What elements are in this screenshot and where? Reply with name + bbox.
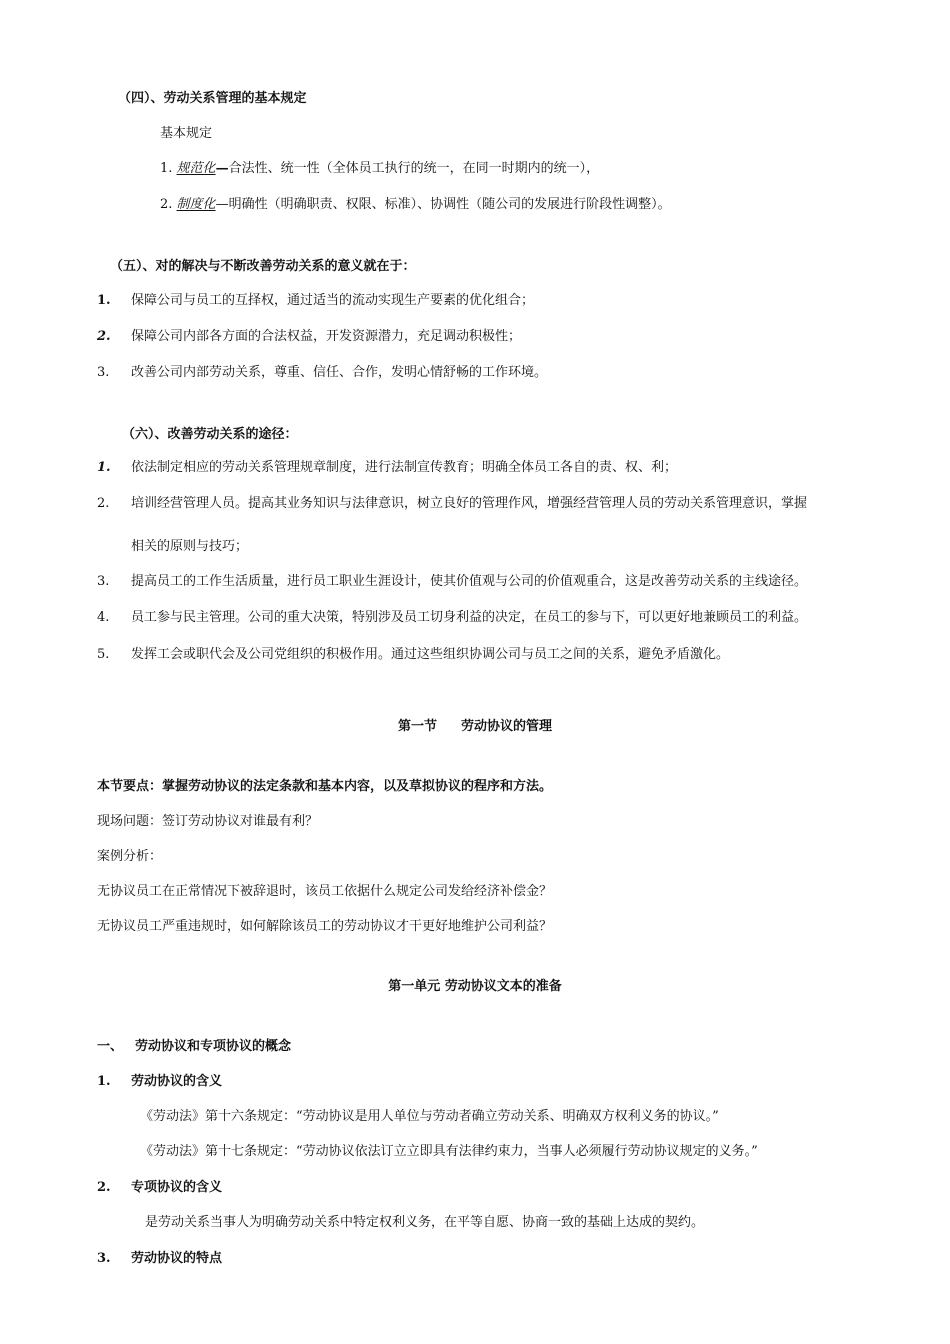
law-article-17: 《劳动法》第十七条规定：“劳动协议依法订立立即具有法律约束力，当事人必须履行劳动协议规定的义务。” xyxy=(140,1144,758,1159)
section-title-number: 第一节 xyxy=(397,719,437,734)
term-standardization: 规范化 xyxy=(176,161,216,176)
list-number: 2. xyxy=(97,496,110,511)
item-number: 1. xyxy=(160,161,173,176)
list-item: 培训经营管理人员。提高其业务知识与法律意识，树立良好的管理作风，增强经营管理人员的劳动关系管理意识，掌握 xyxy=(131,496,808,511)
section-title-text: 劳动协议的管理 xyxy=(461,719,553,734)
list-number: 3. xyxy=(97,365,110,380)
section-title xyxy=(0,720,950,733)
key-points: 本节要点：掌握劳动协议的法定条款和基本内容，以及草拟协议的程序和方法。 xyxy=(97,779,553,794)
list-item-continuation: 相关的原则与技巧； xyxy=(131,539,249,554)
case-question-2: 无协议员工严重违规时，如何解除该员工的劳动协议才干更好地维护公司利益？ xyxy=(97,919,553,934)
case-question-1: 无协议员工在正常情况下被辞退时，该员工依据什么规定公司发给经济补偿金？ xyxy=(97,884,553,899)
list-item: 员工参与民主管理。公司的重大决策，特别涉及员工切身利益的决定，在员工的参与下，可以更好地兼顾员工的利益。 xyxy=(131,610,808,625)
em-dash: — xyxy=(215,197,229,212)
list-number: 2. xyxy=(97,329,111,344)
section-4-subheading: 基本规定 xyxy=(160,126,213,141)
section-4-heading: （四）、劳动关系管理的基本规定 xyxy=(118,91,307,106)
law-article-16: 《劳动法》第十六条规定：“劳动协议是用人单位与劳动者确立劳动关系、明确双方权利义务的协议。” xyxy=(140,1109,719,1124)
em-dash: — xyxy=(215,161,229,176)
section-4-item-2 xyxy=(160,198,671,211)
item-text: 合法性、统一性（全体员工执行的统一，在同一时期内的统一）， xyxy=(228,161,600,176)
part-heading: 劳动协议和专项协议的概念 xyxy=(135,1039,292,1054)
term-institutionalization: 制度化 xyxy=(176,197,216,212)
section-5-heading: （五）、对的解决与不断改善劳动关系的意义就在于： xyxy=(110,259,416,274)
list-item: 保障公司内部各方面的合法权益，开发资源潜力，充足调动积极性； xyxy=(131,329,522,344)
section-6-heading: （六）、改善劳动关系的途径： xyxy=(122,427,298,442)
subheading: 专项协议的含义 xyxy=(131,1180,223,1195)
list-item: 依法制定相应的劳动关系管理规章制度，进行法制宣传教育；明确全体员工各自的责、权、利； xyxy=(131,460,678,475)
list-number: 4. xyxy=(97,610,110,625)
subheading: 劳动协议的特点 xyxy=(131,1251,223,1266)
subheading-number: 1. xyxy=(97,1074,111,1089)
part-number: 一、 xyxy=(97,1039,124,1054)
list-item: 提高员工的工作生活质量，进行员工职业生涯设计，使其价值观与公司的价值观重合，这是改善劳动关系的主线途径。 xyxy=(131,574,808,589)
list-item: 改善公司内部劳动关系，尊重、信任、合作，发明心情舒畅的工作环境。 xyxy=(131,365,548,380)
subheading-number: 2. xyxy=(97,1180,111,1195)
list-number: 1. xyxy=(97,460,111,475)
list-item: 保障公司与员工的互择权，通过适当的流动实现生产要素的优化组合； xyxy=(131,293,535,308)
item-text: 明确性（明确职责、权限、标准）、协调性（随公司的发展进行阶段性调整）。 xyxy=(228,197,671,212)
list-number: 3. xyxy=(97,574,110,589)
item-number: 2. xyxy=(160,197,173,212)
on-site-question: 现场问题：签订劳动协议对谁最有利？ xyxy=(97,814,319,829)
subheading-number: 3. xyxy=(97,1251,111,1266)
subheading: 劳动协议的含义 xyxy=(131,1074,223,1089)
case-label: 案例分析： xyxy=(97,849,163,864)
list-number: 5. xyxy=(97,647,110,662)
definition-text: 是劳动关系当事人为明确劳动关系中特定权利义务，在平等自愿、协商一致的基础上达成的契约。 xyxy=(145,1215,705,1230)
list-item: 发挥工会或职代会及公司党组织的积极作用。通过这些组织协调公司与员工之间的关系，避免矛盾激化。 xyxy=(131,647,730,662)
unit-title: 第一单元 劳动协议文本的准备 xyxy=(388,979,562,994)
list-number: 1. xyxy=(97,293,111,308)
section-4-item-1 xyxy=(160,162,599,175)
